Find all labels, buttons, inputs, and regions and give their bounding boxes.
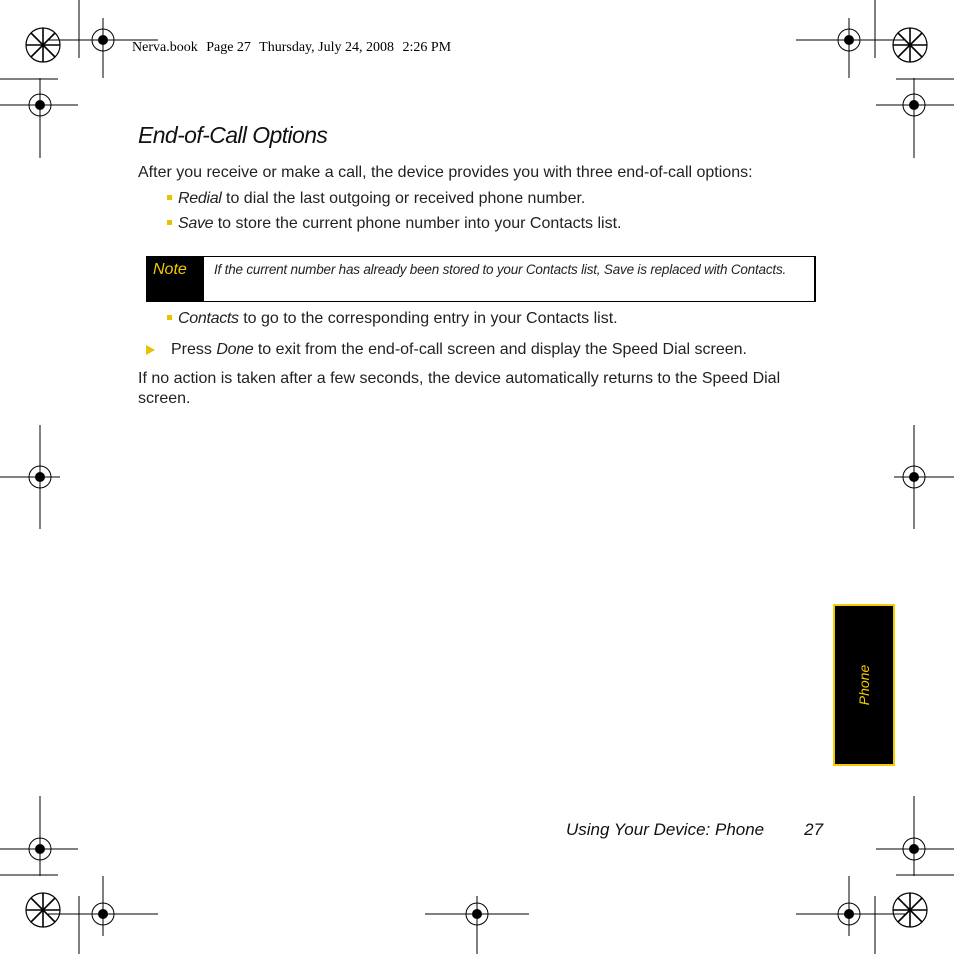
header-date: Thursday, July 24, 2008 <box>259 40 394 55</box>
bullet-square-icon <box>167 315 172 320</box>
step-term: Done <box>216 341 254 358</box>
bullet-square-icon <box>167 220 172 225</box>
option-text: to dial the last outgoing or received phone number. <box>221 190 586 207</box>
closing-paragraph: If no action is taken after a few seconds, the device automatically returns to the Speed Dial screen. <box>138 370 781 407</box>
intro-paragraph: After you receive or make a call, the device provides you with three end-of-call options: <box>138 164 753 181</box>
option-item-redial <box>167 189 585 209</box>
option-term: Redial <box>178 190 222 207</box>
section-title: End-of-Call Options <box>138 122 328 148</box>
note-box <box>146 256 816 302</box>
option-term: Save <box>178 215 214 232</box>
print-header <box>132 40 456 56</box>
step-done <box>146 340 747 360</box>
option-term: Contacts <box>178 310 239 327</box>
header-time: 2:26 PM <box>402 40 452 55</box>
footer-section: Using Your Device: Phone <box>566 820 765 839</box>
page-footer <box>566 820 823 840</box>
step-arrow-icon <box>146 345 155 355</box>
side-tab-label: Phone <box>856 664 872 706</box>
side-tab <box>833 604 895 766</box>
note-label: Note <box>147 257 204 302</box>
note-text: If the current number has already been stored to your Contacts list, Save is replaced with Contacts. <box>214 262 787 277</box>
page-number: 27 <box>804 820 824 839</box>
step-prefix: Press <box>171 341 217 358</box>
option-item-save <box>167 214 622 234</box>
option-item-contacts <box>167 309 618 329</box>
step-text: to exit from the end-of-call screen and display the Speed Dial screen. <box>253 341 747 358</box>
header-file: Nerva.book <box>132 40 198 55</box>
option-text: to store the current phone number into your Contacts list. <box>213 215 622 232</box>
header-page: Page 27 <box>206 40 251 55</box>
option-text: to go to the corresponding entry in your Contacts list. <box>238 310 618 327</box>
bullet-square-icon <box>167 195 172 200</box>
